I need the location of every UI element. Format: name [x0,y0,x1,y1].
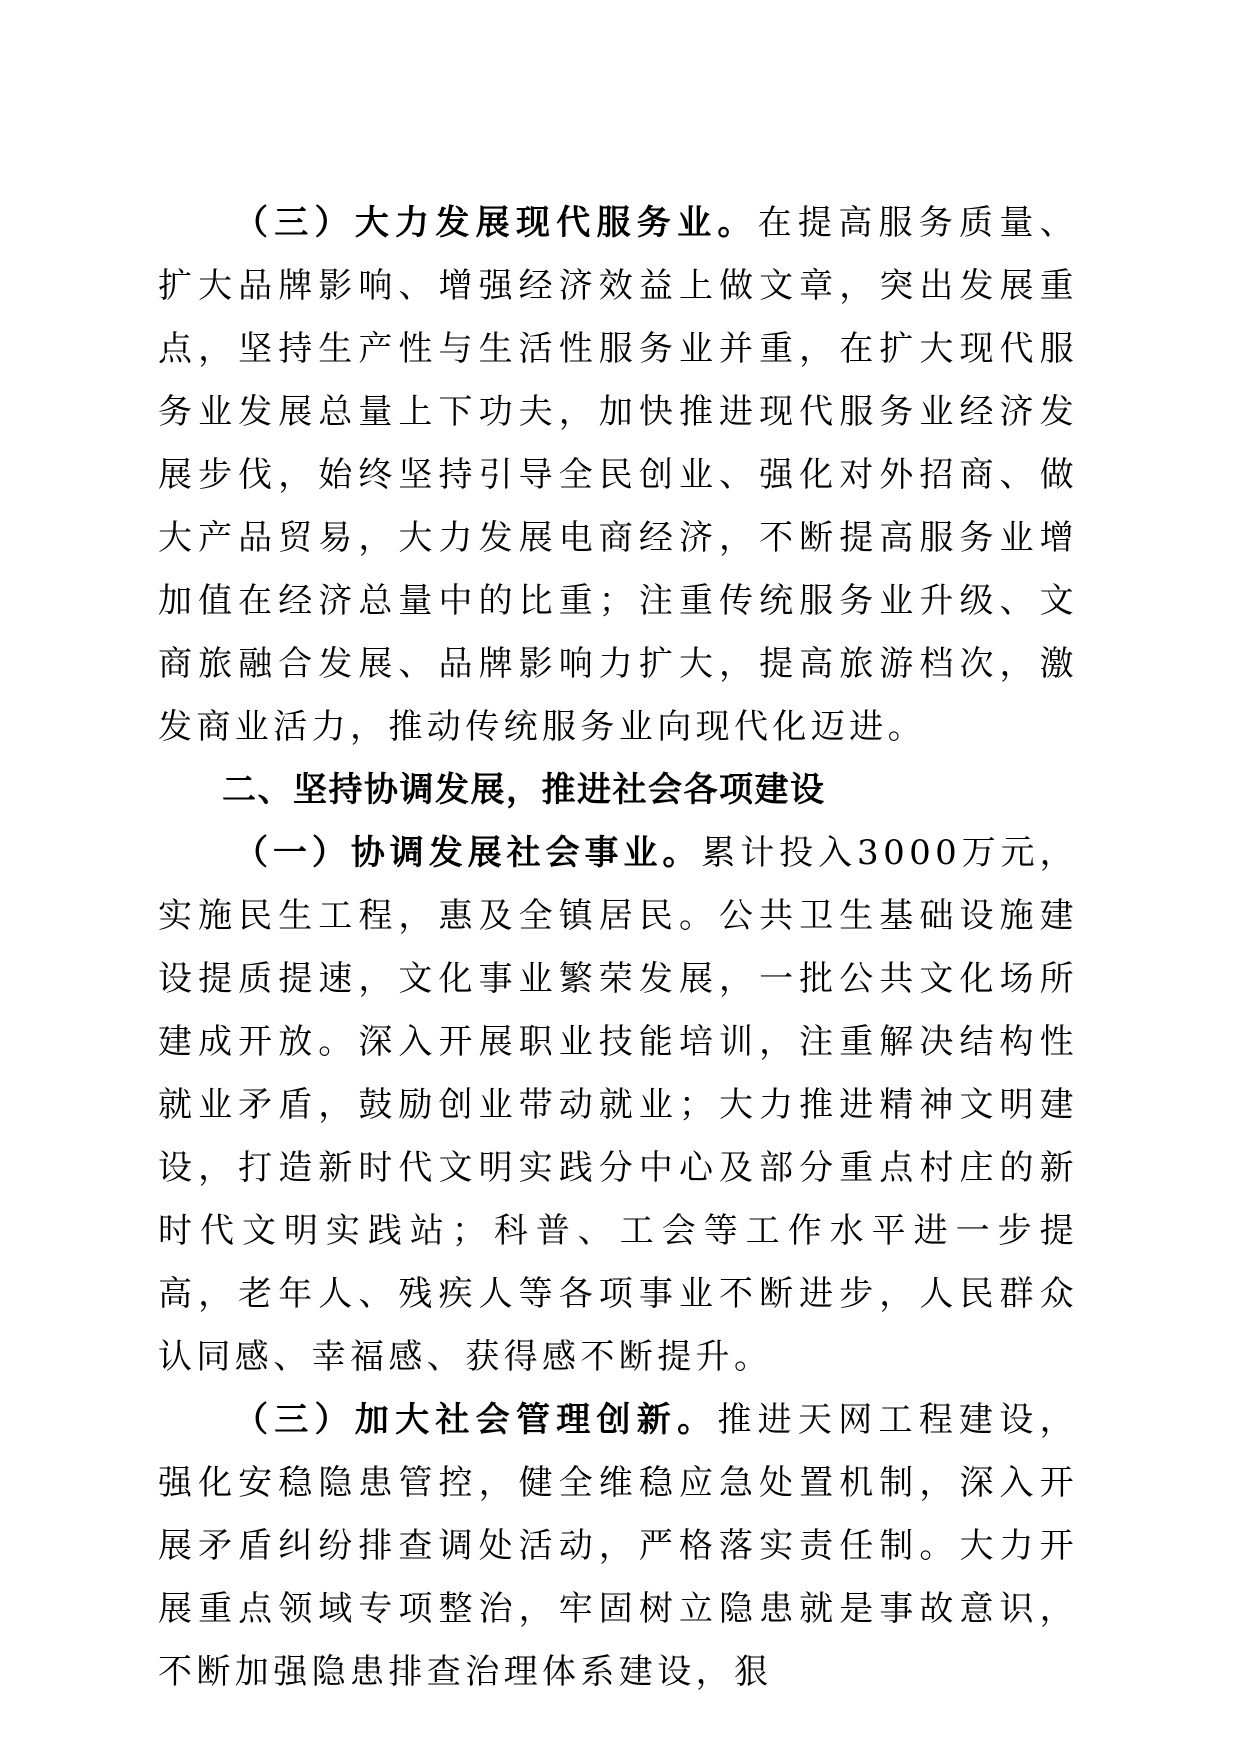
paragraph-social-affairs [158,822,1078,1389]
paragraph-body: 累计投入3000万元，实施民生工程，惠及全镇居民。公共卫生基础设施建设提质提速，文化事业繁荣发展，一批公共文化场所建成开放。深入开展职业技能培训，注重解决结构性就业矛盾，鼓励创业带动就业；大力推进精神文明建设，打造新时代文明实践分中心及部分重点村庄的新时代文明实践站；科普、工会等工作水平进一步提高，老年人、残疾人等各项事业不断进步，人民群众认同感、幸福感、获得感不断提升。 [158,833,1078,1377]
paragraph-body: 在提高服务质量、扩大品牌影响、增强经济效益上做文章，突出发展重点，坚持生产性与生活性服务业并重，在扩大现代服务业发展总量上下功夫，加快推进现代服务业经济发展步伐，始终坚持引导全民创业、强化对外招商、做大产品贸易，大力发展电商经济，不断提高服务业增加值在经济总量中的比重；注重传统服务业升级、文商旅融合发展、品牌影响力扩大，提高旅游档次，激发商业活力，推动传统服务业向现代化迈进。 [158,203,1078,747]
section-heading: 二、坚持协调发展，推进社会各项建设 [222,770,826,810]
paragraph-lead: （一）协调发展社会事业。 [234,833,702,873]
paragraph-lead: （三）加大社会管理创新。 [234,1400,718,1440]
paragraph-social-management [158,1389,1078,1704]
paragraph-body: 推进天网工程建设，强化安稳隐患管控，健全维稳应急处置机制，深入开展矛盾纠纷排查调处活动，严格落实责任制。大力开展重点领域专项整治，牢固树立隐患就是事故意识，不断加强隐患排查治理体系建设，狠 [158,1400,1078,1692]
paragraph-modern-services [158,192,1078,759]
document-page [158,192,1078,1704]
paragraph-lead: （三）大力发展现代服务业。 [234,203,758,243]
